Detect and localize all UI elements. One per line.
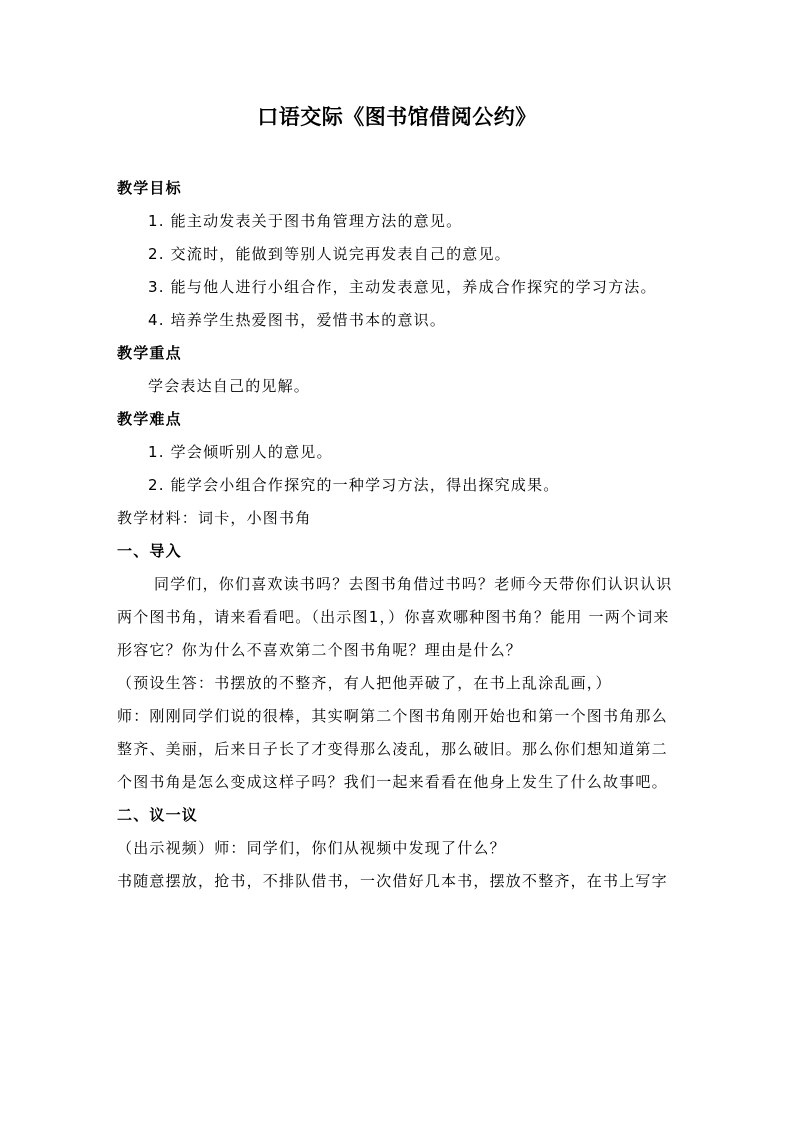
- section2-heading: 二、议一议: [117, 806, 199, 824]
- difficulty-item: 2. 能学会小组合作探究的一种学习方法，得出探究成果。: [148, 476, 560, 494]
- section1-heading: 一、导入: [117, 542, 182, 560]
- section2-line1: （出示视频）师：同学们，你们从视频中发现了什么？: [117, 839, 506, 857]
- teacher-paragraph: 师：刚刚同学们说的很棒，其实啊第二个图书角刚开始也和第一个图书角那么整齐、美丽，后来日子长了才变得那么凌乱，那么破旧。那么你们想知道第二个图书角是怎么变成这样子吗？我们一起来看看在他身上发生了什么故事吧。: [117, 707, 668, 791]
- document-title: 口语交际《图书馆借阅公约》: [257, 104, 537, 129]
- section2-line2: 书随意摆放，抢书，不排队借书，一次借好几本书，摆放不整齐，在书上写字: [117, 872, 668, 890]
- difficulty-item: 1. 学会倾听别人的意见。: [148, 443, 333, 461]
- preset-answer: （预设生答：书摆放的不整齐，有人把他弄破了，在书上乱涂乱画，）: [117, 674, 612, 692]
- objective-item: 1. 能主动发表关于图书角管理方法的意见。: [148, 212, 463, 230]
- key-points-text: 学会表达自己的见解。: [148, 377, 311, 395]
- objective-item: 4. 培养学生热爱图书，爱惜书本的意识。: [148, 311, 447, 329]
- document-body: [117, 172, 682, 898]
- difficulties-heading: 教学难点: [117, 410, 182, 428]
- objectives-heading: 教学目标: [117, 179, 182, 197]
- objective-item: 2. 交流时，能做到等别人说完再发表自己的意见。: [148, 245, 511, 263]
- materials-line: 教学材料：词卡，小图书角: [117, 509, 312, 527]
- intro-paragraph: 同学们，你们喜欢读书吗？去图书角借过书吗？老师今天带你们认识认识两个图书角，请来看看吧。（出示图1，）你喜欢哪种图书角？能用 一两个词来形容它？你为什么不喜欢第二个图书角呢？理由是什么？: [117, 575, 673, 659]
- objective-item: 3. 能与他人进行小组合作，主动发表意见，养成合作探究的学习方法。: [148, 278, 657, 296]
- key-points-heading: 教学重点: [117, 344, 182, 362]
